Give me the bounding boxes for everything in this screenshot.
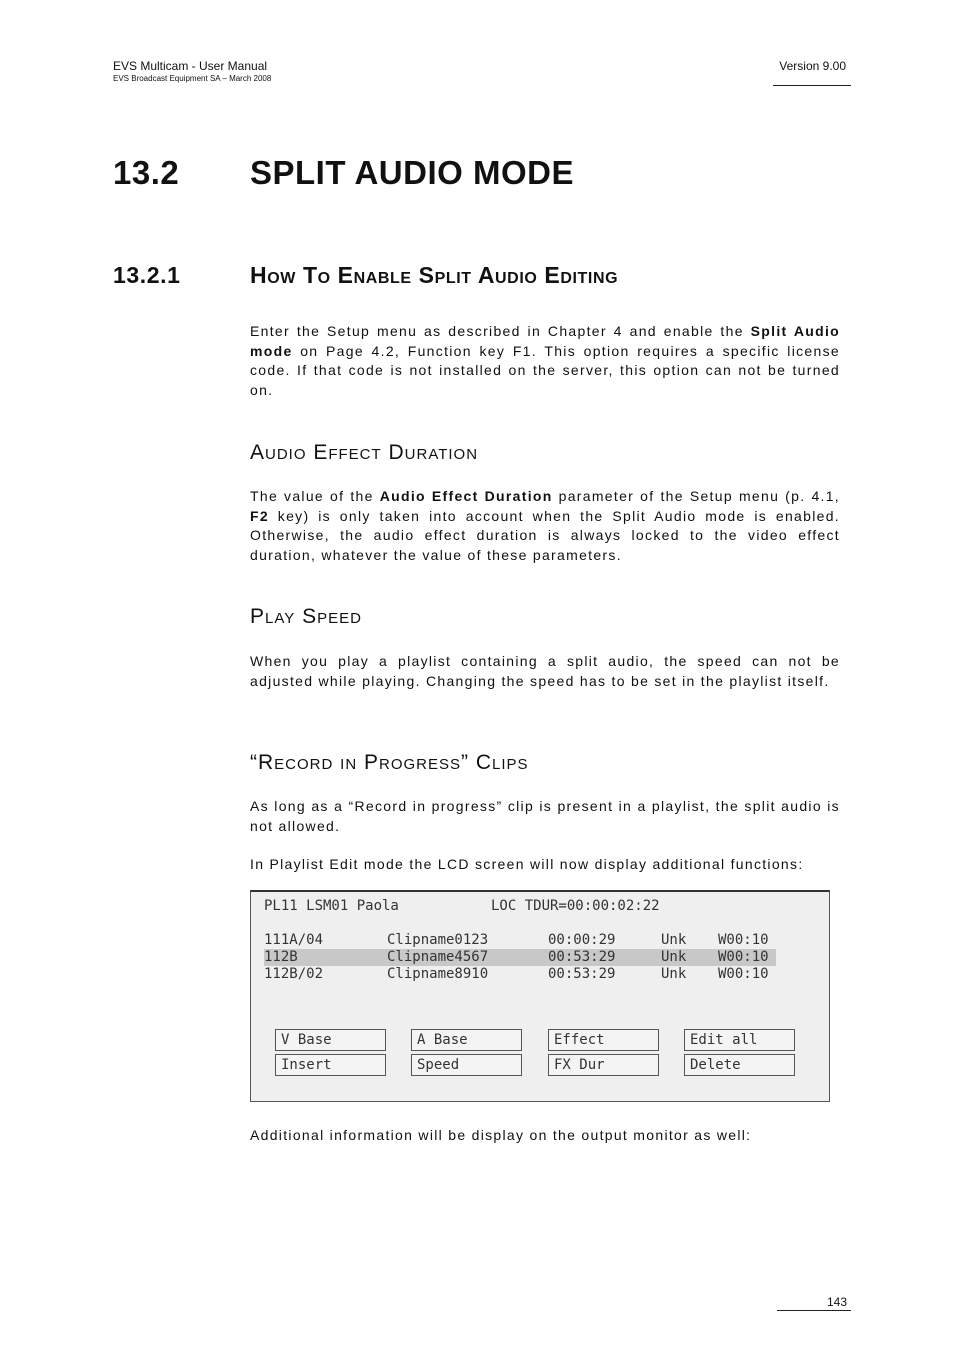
header-version: Version 9.00 (779, 59, 846, 73)
text-run: The value of the (250, 488, 380, 504)
heading-play-speed: Play Speed (250, 605, 362, 628)
header-subtitle: EVS Broadcast Equipment SA – March 2008 (113, 74, 272, 83)
clip-name: Clipname8910 (387, 966, 489, 982)
clip-timecode: 00:53:29 (548, 966, 616, 982)
heading-record-in-progress: “Record in Progress” Clips (250, 751, 529, 774)
header-title: EVS Multicam - User Manual (113, 59, 268, 73)
clip-status: Unk (661, 932, 687, 948)
subsection-title: How To Enable Split Audio Editing (250, 262, 619, 288)
text-run: key) is only taken into account when the Split Audio mode is enabled. Otherwise, the audio effect duration is always locked to the video effect duration, whatever the value of these parameters. (250, 507, 840, 563)
paragraph-output-monitor: Additional information will be display on the output monitor as well: (250, 1127, 752, 1143)
clip-status: Unk (661, 949, 687, 965)
paragraph-lcd-intro: In Playlist Edit mode the LCD screen will now display additional functions: (250, 856, 804, 872)
fkey-insert[interactable]: Insert (275, 1054, 386, 1076)
clip-wipe: W00:10 (718, 966, 769, 982)
lcd-clip-row (264, 932, 776, 949)
fkey-a-base[interactable]: A Base (411, 1029, 522, 1051)
lcd-clip-row-selected (264, 949, 776, 966)
clip-id: 112B/02 (264, 966, 324, 982)
lcd-screen (250, 890, 830, 1102)
fkey-edit-all[interactable]: Edit all (684, 1029, 795, 1051)
footer-rule (777, 1310, 851, 1311)
fkey-effect[interactable]: Effect (548, 1029, 659, 1051)
fkey-fx-dur[interactable]: FX Dur (548, 1054, 659, 1076)
lcd-playlist-label: PL11 LSM01 Paola (264, 898, 399, 914)
paragraph-audio-effect (250, 487, 840, 565)
bold-run: F2 (250, 507, 269, 524)
lcd-clip-row (264, 966, 776, 983)
section-title: SPLIT AUDIO MODE (250, 154, 574, 191)
subsection-heading (113, 262, 618, 289)
fkey-delete[interactable]: Delete (684, 1054, 795, 1076)
text-run: on Page 4.2, Function key F1. This option requires a specific license code. If that code is not installed on the server, this option can not be turned on. (250, 342, 840, 398)
section-heading (113, 154, 574, 192)
fkey-v-base[interactable]: V Base (275, 1029, 386, 1051)
bold-run: Audio Effect Duration (379, 488, 553, 504)
clip-name: Clipname4567 (387, 949, 489, 965)
fkey-speed[interactable]: Speed (411, 1054, 522, 1076)
lcd-header-row (264, 898, 814, 915)
bold-run: Split Audio mode (250, 323, 840, 359)
header-rule (773, 85, 851, 86)
clip-wipe: W00:10 (718, 949, 769, 965)
clip-status: Unk (661, 966, 687, 982)
clip-id: 112B (264, 949, 298, 965)
section-number: 13.2 (113, 154, 180, 191)
clip-timecode: 00:00:29 (548, 932, 616, 948)
heading-audio-effect-duration: Audio Effect Duration (250, 441, 479, 464)
clip-wipe: W00:10 (718, 932, 769, 948)
paragraph-record: As long as a “Record in progress” clip is present in a playlist, the split audio is not allowed. (250, 798, 840, 834)
clip-id: 111A/04 (264, 932, 324, 948)
clip-name: Clipname0123 (387, 932, 489, 948)
subsection-number: 13.2.1 (113, 262, 181, 288)
paragraph-play-speed: When you play a playlist containing a split audio, the speed can not be adjusted while playing. Changing the speed has to be set in the playlist itself. (250, 653, 840, 689)
text-run: Enter the Setup menu as described in Chapter 4 and enable the (250, 323, 751, 339)
paragraph-enable (250, 322, 840, 400)
lcd-duration-label: LOC TDUR=00:00:02:22 (491, 898, 660, 914)
clip-timecode: 00:53:29 (548, 949, 616, 965)
text-run: parameter of the Setup menu (p. 4.1, (552, 488, 841, 504)
page-number: 143 (827, 1295, 848, 1309)
